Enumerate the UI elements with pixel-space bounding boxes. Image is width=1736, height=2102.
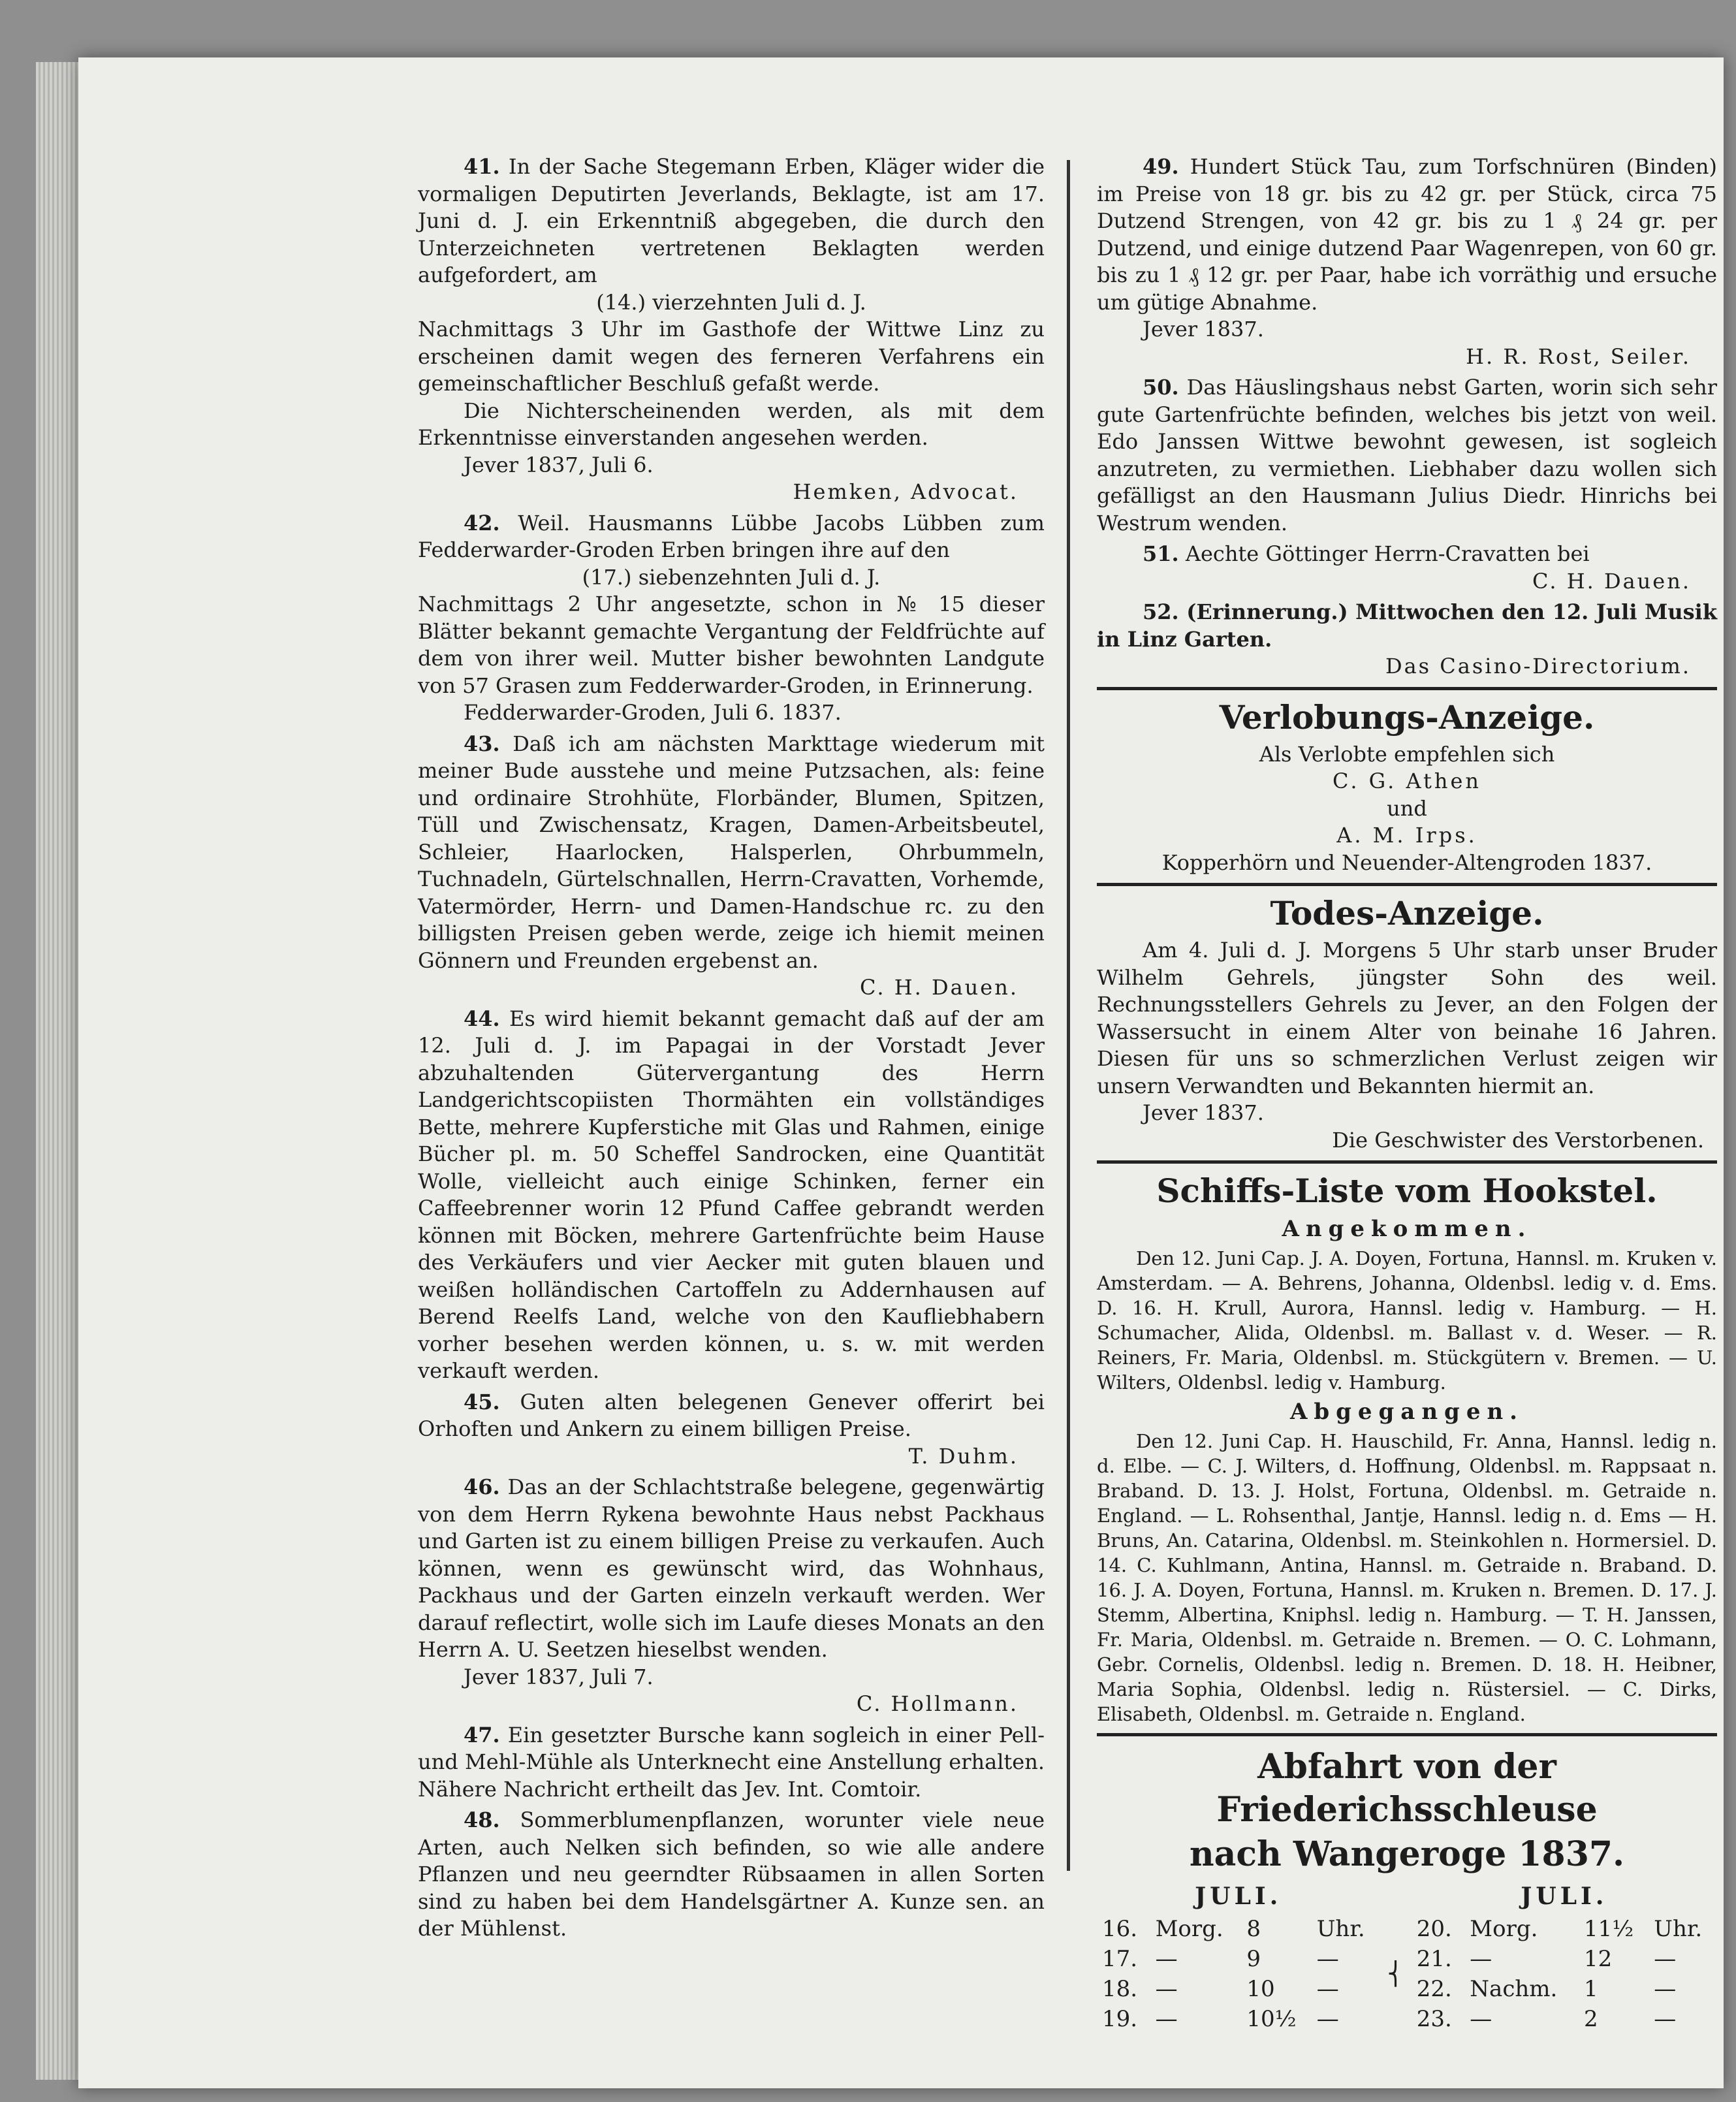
engagement-heading: Verlobungs-Anzeige. <box>1219 697 1595 737</box>
ad-46-place: Jever 1837, Juli 7. <box>464 1664 654 1689</box>
ad-51-text: 51. Aechte Göttinger Herrn-Cravatten bei <box>1143 541 1590 566</box>
month-right: JULI. <box>1521 1883 1608 1910</box>
ad-45-text: 45. Guten alten belegenen Genever offerirt bei Orhoften und Ankern zu einem billigen Preise. <box>418 1389 1045 1441</box>
ad-51 <box>1097 541 1717 595</box>
ferry-title-2: nach Wangeroge 1837. <box>1189 1834 1625 1874</box>
ad-41-para2: Die Nichterscheinenden werden, als mit dem Erkenntnisse einverstanden angesehen werden. <box>418 398 1045 450</box>
ships-heading: Schiffs-Liste vom Hookstel. <box>1156 1171 1658 1210</box>
ad-49 <box>1097 153 1717 370</box>
rule-4 <box>1097 1733 1717 1736</box>
ad-42-text: 42. Weil. Hausmanns Lübbe Jacobs Lübben zum Fedderwarder-Groden Erben bringen ihre auf den <box>418 510 1045 562</box>
ad-49-signer: H. R. Rost, Seiler. <box>1466 343 1691 369</box>
rule-1 <box>1097 687 1717 690</box>
ad-42-date: (17.) siebenzehnten Juli d. J. <box>582 564 881 590</box>
rule-2 <box>1097 883 1717 886</box>
table-row: 18. — 10 — 22. Nachm. 1 — <box>1102 1976 1677 2002</box>
ad-41-text: 41. In der Sache Stegemann Erben, Kläger wider die vormaligen Deputirten Jeverlands, Beklagte, ist am 17. Juni d. J. ein Erkenntniß abgegeben, die durch den Unterzeichneten vertretenen Beklagten werden aufgefordert, am <box>418 154 1045 287</box>
engagement-place: Kopperhörn und Neuender-Altengroden 1837. <box>1161 850 1652 875</box>
ad-41-signer: Hemken, Advocat. <box>793 479 1018 504</box>
departed-label: Abgegangen. <box>1289 1399 1524 1425</box>
left-column <box>418 153 1045 1947</box>
ad-47 <box>418 1722 1045 1804</box>
ad-50-text: 50. Das Häuslingshaus nebst Garten, worin sich sehr gute Gartenfrüchte befinden, welches bis jetzt von weil. Edo Janssen Wittwe bewohnt gewesen, ist sogleich anzutreten, zu vermiethen. Liebhaber dazu wollen sich gefälligst an den Hausmann Julius Diedr. Hinrichs bei Westrum wenden. <box>1097 375 1718 535</box>
ad-52-signer: Das Casino-Directorium. <box>1385 654 1691 678</box>
arrived-text: Den 12. Juni Cap. J. A. Doyen, Fortuna, Hannsl. m. Kruken v. Amsterdam. — A. Behrens, Johanna, Oldenbsl. ledig v. d. Ems. D. 16. H. Krull, Aurora, Hannsl. ledig v. Hamburg. — H. Schumacher, Alida, Oldenbsl. m. Ballast v. d. Weser. — R. Reiners, Fr. Maria, Oldenbsl. m. Stückgütern v. Bremen. — U. Wilters, Oldenbsl. ledig v. Hamburg. <box>1097 1247 1717 1393</box>
ad-44 <box>418 1006 1045 1385</box>
ad-41 <box>418 153 1045 506</box>
brace-spacer <box>1380 1883 1411 1914</box>
ad-43-signer: C. H. Dauen. <box>860 975 1018 1000</box>
ad-48 <box>418 1807 1045 1943</box>
ferry-schedule-header <box>1097 1883 1717 1914</box>
engagement-notice <box>1097 741 1717 877</box>
ad-41-cont: Nachmittags 3 Uhr im Gasthofe der Wittwe Linz zu erscheinen damit wegen des ferneren Verfahrens ein gemeinschaftlicher Beschluß gefaßt werde. <box>418 317 1045 396</box>
departed-text: Den 12. Juni Cap. H. Hauschild, Fr. Anna, Hannsl. ledig n. d. Elbe. — C. J. Wilters, d. Hoffnung, Oldenbsl. m. Rappsaat n. Braband. D. 13. J. Holst, Fortuna, Oldenbsl. m. Getraide n. England. — L. Rohsenthal, Jantje, Hannsl. ledig n. d. Ems — H. Bruns, An. Catarina, Oldenbsl. m. Steinkohlen n. Hormersiel. D. 14. C. Kuhlmann, Antina, Hannsl. m. Getraide n. Braband. D. 16. J. A. Doyen, Fortuna, Hannsl. m. Kruken n. Bremen. D. 17. J. Stemm, Albertina, Kniphsl. ledig n. Hamburg. — T. H. Janssen, Fr. Maria, Oldenbsl. m. Getraide n. Bremen. — O. C. Lohmann, Gebr. Cornelis, Oldenbsl. ledig n. Bremen. D. 18. H. Heibner, Maria Sophia, Oldenbsl. ledig n. Rüstersiel. — C. Dirks, Elisabeth, Oldenbsl. m. Getraide n. England. <box>1097 1430 1717 1725</box>
ad-51-signer: C. H. Dauen. <box>1532 568 1691 594</box>
ad-48-text: 48. Sommerblumenpflanzen, worunter viele neue Arten, auch Nelken sich befinden, so wie alle andere Pflanzen und neu geerndter Rübsaamen in allen Sorten sind zu haben bei dem Handelsgärtner A. Kunze sen. an der Mühlenst. <box>418 1807 1045 1941</box>
ad-50 <box>1097 374 1717 537</box>
death-place: Jever 1837. <box>1143 1100 1264 1125</box>
ad-49-text: 49. Hundert Stück Tau, zum Torfschnüren (Binden) im Preise von 18 gr. bis zu 42 gr. per Stück, circa 75 Dutzend Strengen, von 42 gr. bis zu 1 ₰ 24 gr. per Dutzend, und einige dutzend Paar Wagenrepen, von 60 gr. bis zu 1 ₰ 12 gr. per Paar, habe ich vorräthig und ersuche um gütige Abnahme. <box>1097 154 1717 315</box>
ferry-title-1: Abfahrt von der Friederichsschleuse <box>1216 1747 1598 1830</box>
death-signer: Die Geschwister des Verstorbenen. <box>1332 1127 1704 1153</box>
arrived-list <box>1097 1246 1717 1395</box>
death-notice <box>1097 937 1717 1154</box>
table-row: 16. Morg. 8 Uhr. ⎨ 20. Morg. 11½ Uhr. <box>1097 1914 1717 1944</box>
rule-3 <box>1097 1160 1717 1164</box>
death-text: Am 4. Juli d. J. Morgens 5 Uhr starb unser Bruder Wilhelm Gehrels, jüngster Sohn des weil. Rechnungsstellers Gehrels zu Jever, an den Folgen der Wassersucht in einem Alter von beinahe 16 Jahren. Diesen für uns so schmerzlichen Verlust zeigen wir unsern Verwandten und Bekannten hiermit an. <box>1097 938 1717 1098</box>
engagement-name1: C. G. Athen <box>1332 769 1481 793</box>
ad-44-text: 44. Es wird hiemit bekannt gemacht daß auf der am 12. Juli d. J. im Papagai in der Vorstadt Jever abzuhaltenden Gütervergantung des Herrn Landgerichtscopiisten Thormähten ein vollständiges Bette, mehrere Kupferstiche mit Glas und Rahmen, einige Bücher pl. m. 50 Scheffel Sandrocken, eine Quantität Wolle, vielleicht auch einige Schinken, ferner ein Caffeebrenner worin 12 Pfund Caffee gebrandt werden können mit Böcken, mehrere Gartenfrüchte beim Hause des Verkäufers und vier Aecker mit guten blauen und weißen holländischen Cartoffeln zu Addernhausen auf Berend Reelfs Land, welche von den Kaufliebhabern vorher besehen werden können, u. s. w. mit werden verkauft werden. <box>418 1006 1045 1383</box>
ad-42 <box>418 510 1045 727</box>
page-edge <box>36 62 82 2080</box>
column-divider <box>1067 160 1070 1871</box>
ad-43 <box>418 731 1045 1002</box>
ad-41-place: Jever 1837, Juli 6. <box>464 452 654 477</box>
ad-41-date: (14.) vierzehnten Juli d. J. <box>596 289 866 315</box>
ad-49-place: Jever 1837. <box>1143 317 1264 342</box>
brace-icon: ⎨ <box>1387 1961 1404 1987</box>
ferry-schedule <box>1097 1883 1717 2034</box>
engagement-line1: Als Verlobte empfehlen sich <box>1259 741 1555 767</box>
table-row: 17. — 9 — 21. — 12 — <box>1102 1946 1677 1972</box>
ad-46 <box>418 1474 1045 1718</box>
ad-47-text: 47. Ein gesetzter Bursche kann sogleich in einer Pell- und Mehl-Mühle als Unterknecht eine Anstellung erhalten. Nähere Nachricht ertheilt das Jev. Int. Comtoir. <box>418 1722 1045 1802</box>
ad-52 <box>1097 599 1717 680</box>
ad-43-text: 43. Daß ich am nächsten Markttage wiederum mit meiner Bude ausstehe und meine Putzsachen, als: feine und ordinaire Strohhüte, Florbänder, Blumen, Spitzen, Tüll und Zwischensatz, Kragen, Damen-Arbeitsbeutel, Schleier, Haarlocken, Halsperlen, Ohrbummeln, Tuchnadeln, Gürtelschnallen, Herrn-Cravatten, Vorhemde, Vatermörder, Herrn- und Damen-Handschue rc. zu den billigsten Preisen geben werde, zeige ich hiemit meinen Gönnern und Freunden ergebenst an. <box>418 731 1045 973</box>
engagement-name2: A. M. Irps. <box>1336 823 1477 848</box>
ad-52-text: 52. (Erinnerung.) Mittwochen den 12. Juli Musik in Linz Garten. <box>1097 599 1718 652</box>
ad-45-signer: T. Duhm. <box>908 1443 1018 1469</box>
month-left: JULI. <box>1195 1883 1282 1910</box>
arrived-label: Angekommen. <box>1282 1216 1532 1242</box>
ad-42-place: Fedderwarder-Groden, Juli 6. 1837. <box>464 700 842 725</box>
ad-45 <box>418 1389 1045 1471</box>
engagement-und: und <box>1387 795 1427 821</box>
ad-42-cont: Nachmittags 2 Uhr angesetzte, schon in № 15 dieser Blätter bekannt gemachte Vergantung der Feldfrüchte auf dem von ihrer weil. Mutter bisher bewohnten Landgute von 57 Grasen zum Fedderwarder-Groden, in Erinnerung. <box>418 592 1045 698</box>
ad-46-signer: C. Hollmann. <box>856 1691 1018 1716</box>
death-heading: Todes-Anzeige. <box>1270 894 1544 932</box>
right-column <box>1097 153 1717 2034</box>
table-row: 19. — 10½ — 23. — 2 — <box>1102 2006 1677 2032</box>
ad-46-text: 46. Das an der Schlachtstraße belegene, gegenwärtig von dem Herrn Rykena bewohnte Haus nebst Packhaus und Garten ist zu einem billigen Preise zu verkaufen. Auch können, wenn es gewünscht wird, das Wohnhaus, Packhaus und der Garten einzeln verkauft werden. Wer darauf reflectirt, wolle sich im Laufe dieses Monats an den Herrn A. U. Seetzen hieselbst wenden. <box>418 1474 1045 1662</box>
departed-list <box>1097 1429 1717 1727</box>
